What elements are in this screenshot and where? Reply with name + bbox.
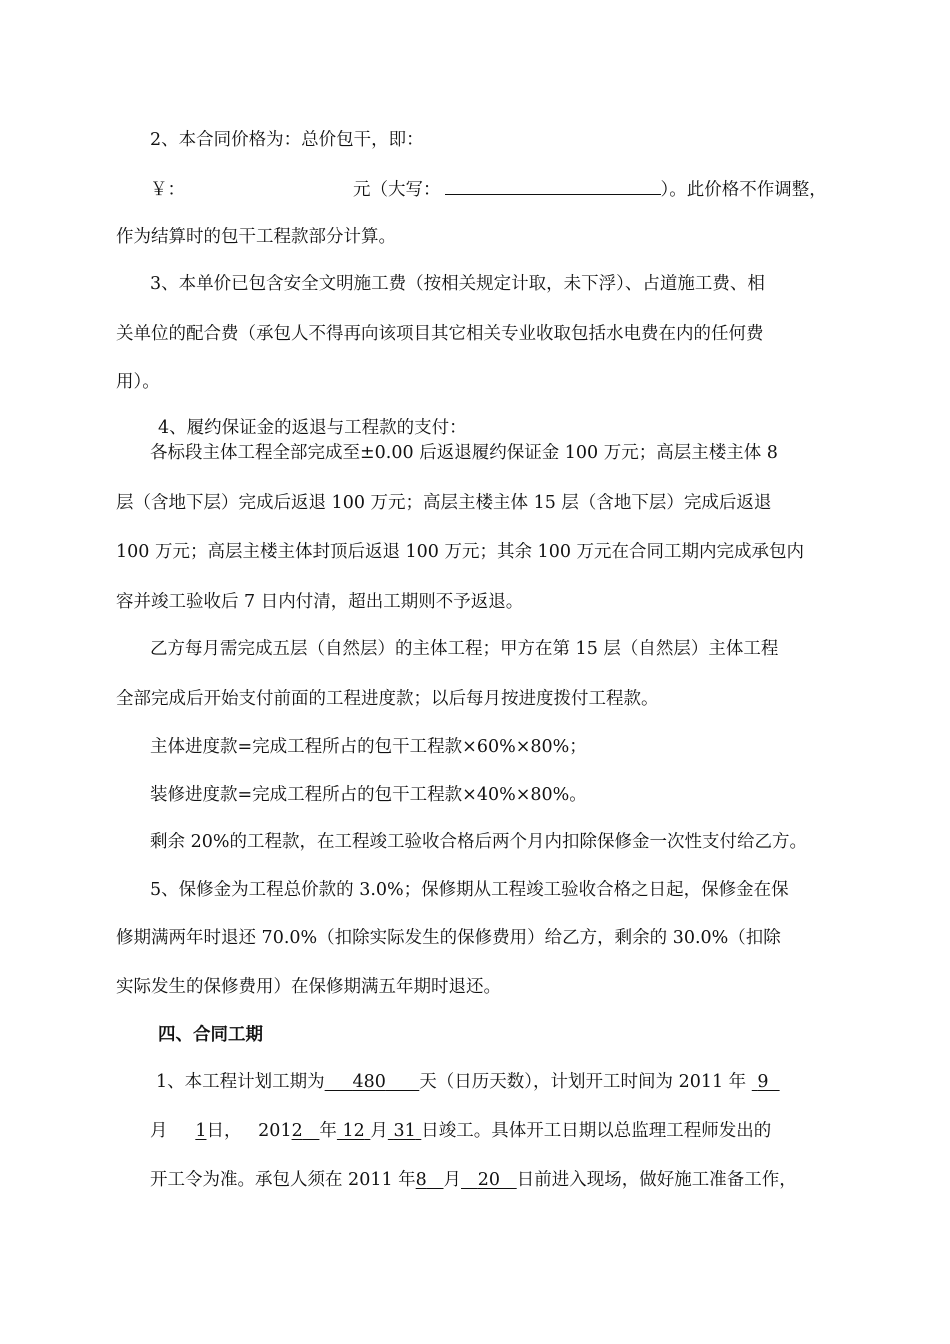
clause2-line3: 作为结算时的包干工程款部分计算。 xyxy=(116,227,396,247)
clause4-p2-line1: 乙方每月需完成五层（自然层）的主体工程；甲方在第 15 层（自然层）主体工程 xyxy=(150,639,779,659)
duration-days-value: 480 xyxy=(352,1072,386,1092)
duration-label: 1、本工程计划工期为 xyxy=(156,1072,325,1092)
clause4-p1-line4: 容并竣工验收后 7 日内付清，超出工期则不予返退。 xyxy=(116,592,524,612)
month-label-2: 月 xyxy=(370,1121,388,1141)
price-no-adjust-text: ）。此价格不作调整， xyxy=(660,180,827,200)
enter-day-value: 20 xyxy=(477,1170,500,1190)
section4-heading: 四、合同工期 xyxy=(158,1025,263,1045)
enter-day xyxy=(461,1170,517,1190)
clause4-decor-progress: 装修进度款=完成工程所占的包干工程款×40%×80%。 xyxy=(150,785,587,805)
clause5-line2: 修期满两年时退还 70.0%（扣除实际发生的保修费用）给乙方，剩余的 30.0%（扣除 xyxy=(116,928,781,948)
clause4-p1-line2: 层（含地下层）完成后返退 100 万元；高层主楼主体 15 层（含地下层）完成后返退 xyxy=(116,493,772,513)
section4-line2 xyxy=(150,1119,771,1143)
month-label: 月 xyxy=(150,1121,168,1141)
clause5-line3: 实际发生的保修费用）在保修期满五年期时退还。 xyxy=(116,977,501,997)
clause2-line1: 2、本合同价格为：总价包干，即： xyxy=(150,130,424,150)
duration-days xyxy=(325,1072,420,1092)
clause4-p1-line1: 各标段主体工程全部完成至±0.00 后返退履约保证金 100 万元；高层主楼主体 8 xyxy=(150,443,778,463)
clause3-line3: 用）。 xyxy=(116,372,160,392)
clause2-price-line xyxy=(150,176,827,200)
end-month xyxy=(337,1121,370,1141)
section4-line3 xyxy=(150,1168,797,1192)
start-day-value: 1 xyxy=(195,1121,207,1141)
section4-line1 xyxy=(156,1070,780,1094)
price-daxie-blank xyxy=(445,176,661,195)
clause4-main-progress: 主体进度款=完成工程所占的包干工程款×60%×80%； xyxy=(150,737,587,757)
enter-month-value: 8 xyxy=(415,1170,427,1190)
clause4-remaining: 剩余 20%的工程款，在工程竣工验收合格后两个月内扣除保修金一次性支付给乙方。 xyxy=(150,832,807,852)
end-month-value: 12 xyxy=(342,1121,365,1141)
start-day xyxy=(195,1121,206,1141)
clause4-p2-line2: 全部完成后开始支付前面的工程进度款；以后每月按进度拨付工程款。 xyxy=(116,689,659,709)
end-year-digit xyxy=(292,1121,320,1141)
end-year-digit-value: 2 xyxy=(291,1121,303,1141)
completion-text: 日竣工。具体开工日期以总监理工程师发出的 xyxy=(421,1121,772,1141)
enter-month xyxy=(416,1170,444,1190)
clause5-line1: 5、保修金为工程总价款的 3.0%；保修期从工程竣工验收合格之日起，保修金在保 xyxy=(150,880,789,900)
month-label-3: 月 xyxy=(443,1170,462,1190)
start-order-text: 开工令为准。承包人须在 2011 年 xyxy=(150,1170,416,1190)
yen-label: ￥： xyxy=(150,180,185,200)
enter-site-text: 日前进入现场，做好施工准备工作， xyxy=(516,1170,797,1190)
clause3-line2: 关单位的配合费（承包人不得再向该项目其它相关专业收取包括水电费在内的任何费 xyxy=(116,324,764,344)
clause3-line1: 3、本单价已包含安全文明施工费（按相关规定计取，未下浮）、占道施工费、相 xyxy=(150,274,765,294)
yuan-daxie-label: 元（大写： xyxy=(353,180,441,200)
clause4-title: 4、履约保证金的返退与工程款的支付： xyxy=(158,418,467,438)
day-label: 日， xyxy=(206,1121,242,1141)
start-month xyxy=(752,1072,780,1092)
year-label: 年 xyxy=(319,1121,337,1141)
start-time-label: 天（日历天数），计划开工时间为 2011 年 xyxy=(419,1072,747,1092)
start-month-value: 9 xyxy=(757,1072,769,1092)
end-day xyxy=(388,1121,421,1141)
end-day-value: 31 xyxy=(393,1121,416,1141)
clause4-p1-line3: 100 万元；高层主楼主体封顶后返退 100 万元；其余 100 万元在合同工期内完成承包内 xyxy=(116,542,805,562)
end-year-prefix: 201 xyxy=(258,1121,292,1141)
